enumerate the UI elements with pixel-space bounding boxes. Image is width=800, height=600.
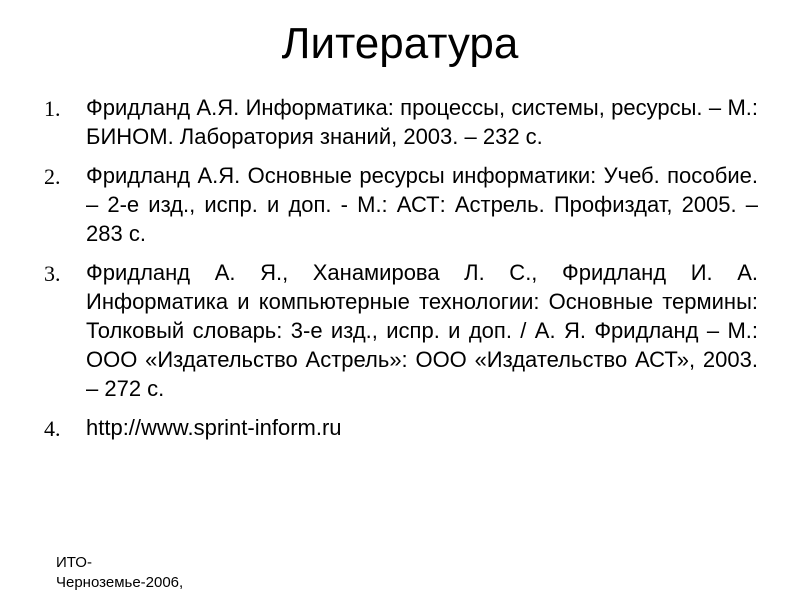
reference-item [44,413,758,443]
reference-number: 4. [44,416,61,441]
reference-number: 1. [44,96,61,121]
reference-list [44,93,758,453]
reference-text: Фридланд А.Я. Информатика: процессы, системы, ресурсы. – М.: БИНОМ. Лаборатория знаний, 2003. – 232 с. [86,95,758,149]
reference-text: Фридланд А. Я., Ханамирова Л. С., Фридланд И. А. Информатика и компьютерные технологии: Основные термины: Толковый словарь: 3-е изд., испр. и доп. / А. Я. Фридланд – М.: ООО «Издательство Астрель»: ООО «Издательство АСТ», 2003. – 272 с. [86,260,758,401]
footer-line-1: ИТО- [56,554,92,571]
slide-title: Литература [281,19,519,68]
reference-item [44,161,758,248]
reference-item [44,93,758,151]
reference-number: 3. [44,261,61,286]
reference-number: 2. [44,164,61,189]
reference-text: Фридланд А.Я. Основные ресурсы информатики: Учеб. пособие. – 2-е изд., испр. и доп. - М.: АСТ: Астрель. Профиздат, 2005. – 283 с. [86,163,758,246]
reference-item [44,258,758,403]
reference-link[interactable]: http://www.sprint-inform.ru [86,415,342,440]
footer [56,553,183,593]
footer-line-2: Черноземье-2006, [56,574,184,591]
